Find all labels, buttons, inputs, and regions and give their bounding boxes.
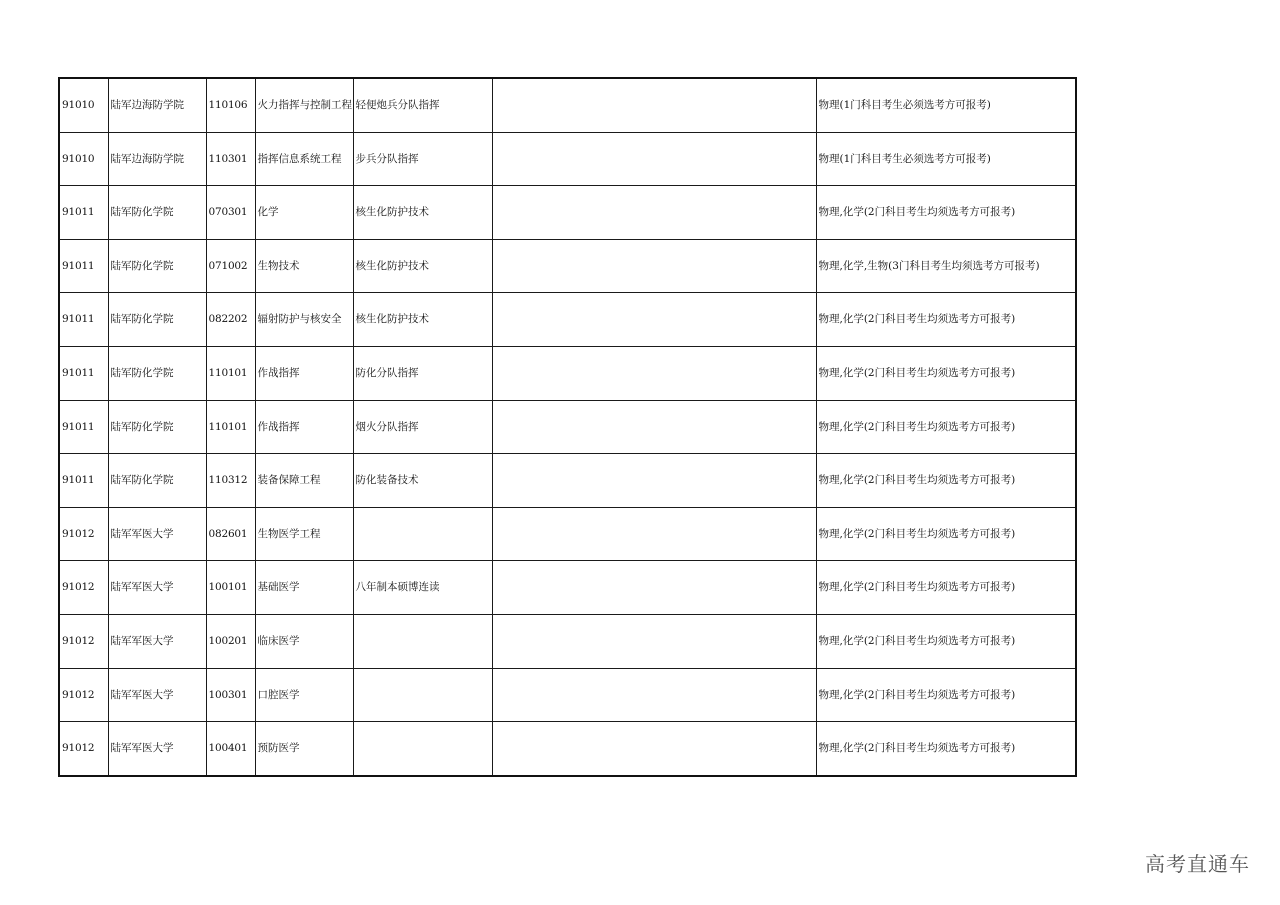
notes-cell — [492, 614, 816, 668]
direction-cell: 轻便炮兵分队指挥 — [353, 78, 492, 132]
major-code-cell: 070301 — [206, 186, 255, 240]
major-code-cell: 110301 — [206, 132, 255, 186]
table-row — [59, 346, 1076, 400]
direction-cell: 八年制本硕博连读 — [353, 561, 492, 615]
table-row — [59, 186, 1076, 240]
notes-cell — [492, 78, 816, 132]
subject-requirement-cell: 物理,化学(2门科目考生均须选考方可报考) — [816, 186, 1076, 240]
school-name-cell: 陆军防化学院 — [108, 454, 206, 508]
school-code-cell: 91011 — [59, 293, 108, 347]
notes-cell — [492, 293, 816, 347]
major-code-cell: 082601 — [206, 507, 255, 561]
direction-cell: 防化装备技术 — [353, 454, 492, 508]
school-code-cell: 91012 — [59, 614, 108, 668]
school-name-cell: 陆军军医大学 — [108, 507, 206, 561]
major-code-cell: 110106 — [206, 78, 255, 132]
subject-requirement-cell: 物理,化学(2门科目考生均须选考方可报考) — [816, 400, 1076, 454]
notes-cell — [492, 722, 816, 776]
major-code-cell: 110312 — [206, 454, 255, 508]
major-name-cell: 生物技术 — [255, 239, 353, 293]
major-name-cell: 临床医学 — [255, 614, 353, 668]
major-code-cell: 110101 — [206, 346, 255, 400]
major-name-cell: 化学 — [255, 186, 353, 240]
major-name-cell: 作战指挥 — [255, 400, 353, 454]
major-name-cell: 装备保障工程 — [255, 454, 353, 508]
subject-requirement-cell: 物理,化学(2门科目考生均须选考方可报考) — [816, 668, 1076, 722]
table-row — [59, 614, 1076, 668]
major-name-cell: 指挥信息系统工程 — [255, 132, 353, 186]
subject-requirement-cell: 物理(1门科目考生必须选考方可报考) — [816, 78, 1076, 132]
school-code-cell: 91012 — [59, 561, 108, 615]
school-name-cell: 陆军防化学院 — [108, 239, 206, 293]
table-row — [59, 239, 1076, 293]
direction-cell — [353, 614, 492, 668]
school-code-cell: 91012 — [59, 668, 108, 722]
school-name-cell: 陆军边海防学院 — [108, 78, 206, 132]
major-code-cell: 100201 — [206, 614, 255, 668]
major-name-cell: 火力指挥与控制工程 — [255, 78, 353, 132]
school-code-cell: 91011 — [59, 346, 108, 400]
school-code-cell: 91011 — [59, 239, 108, 293]
notes-cell — [492, 400, 816, 454]
school-code-cell: 91010 — [59, 132, 108, 186]
table-row — [59, 561, 1076, 615]
table-row — [59, 507, 1076, 561]
school-name-cell: 陆军防化学院 — [108, 186, 206, 240]
school-name-cell: 陆军军医大学 — [108, 614, 206, 668]
major-name-cell: 辐射防护与核安全 — [255, 293, 353, 347]
table-row — [59, 132, 1076, 186]
major-code-cell: 071002 — [206, 239, 255, 293]
major-name-cell: 预防医学 — [255, 722, 353, 776]
major-name-cell: 基础医学 — [255, 561, 353, 615]
major-code-cell: 100301 — [206, 668, 255, 722]
table-row — [59, 400, 1076, 454]
table-body — [59, 78, 1076, 776]
subject-requirement-cell: 物理,化学,生物(3门科目考生均须选考方可报考) — [816, 239, 1076, 293]
school-name-cell: 陆军防化学院 — [108, 346, 206, 400]
school-name-cell: 陆军防化学院 — [108, 400, 206, 454]
school-code-cell: 91011 — [59, 186, 108, 240]
notes-cell — [492, 186, 816, 240]
table-row — [59, 454, 1076, 508]
school-name-cell: 陆军边海防学院 — [108, 132, 206, 186]
notes-cell — [492, 239, 816, 293]
school-name-cell: 陆军军医大学 — [108, 668, 206, 722]
notes-cell — [492, 346, 816, 400]
major-name-cell: 生物医学工程 — [255, 507, 353, 561]
direction-cell — [353, 722, 492, 776]
notes-cell — [492, 132, 816, 186]
direction-cell: 核生化防护技术 — [353, 293, 492, 347]
direction-cell: 核生化防护技术 — [353, 239, 492, 293]
major-name-cell: 作战指挥 — [255, 346, 353, 400]
school-name-cell: 陆军防化学院 — [108, 293, 206, 347]
school-code-cell: 91011 — [59, 400, 108, 454]
table-row — [59, 293, 1076, 347]
direction-cell — [353, 668, 492, 722]
table-row — [59, 668, 1076, 722]
subject-requirement-cell: 物理,化学(2门科目考生均须选考方可报考) — [816, 614, 1076, 668]
school-code-cell: 91010 — [59, 78, 108, 132]
admissions-table — [58, 77, 1077, 777]
subject-requirement-cell: 物理,化学(2门科目考生均须选考方可报考) — [816, 507, 1076, 561]
direction-cell: 烟火分队指挥 — [353, 400, 492, 454]
subject-requirement-cell: 物理,化学(2门科目考生均须选考方可报考) — [816, 346, 1076, 400]
subject-requirement-cell: 物理(1门科目考生必须选考方可报考) — [816, 132, 1076, 186]
notes-cell — [492, 507, 816, 561]
school-name-cell: 陆军军医大学 — [108, 561, 206, 615]
major-name-cell: 口腔医学 — [255, 668, 353, 722]
subject-requirement-cell: 物理,化学(2门科目考生均须选考方可报考) — [816, 454, 1076, 508]
major-code-cell: 110101 — [206, 400, 255, 454]
school-code-cell: 91012 — [59, 722, 108, 776]
direction-cell: 步兵分队指挥 — [353, 132, 492, 186]
school-name-cell: 陆军军医大学 — [108, 722, 206, 776]
direction-cell: 防化分队指挥 — [353, 346, 492, 400]
notes-cell — [492, 561, 816, 615]
table-row — [59, 722, 1076, 776]
school-code-cell: 91011 — [59, 454, 108, 508]
direction-cell: 核生化防护技术 — [353, 186, 492, 240]
subject-requirement-cell: 物理,化学(2门科目考生均须选考方可报考) — [816, 722, 1076, 776]
major-code-cell: 100101 — [206, 561, 255, 615]
direction-cell — [353, 507, 492, 561]
school-code-cell: 91012 — [59, 507, 108, 561]
subject-requirement-cell: 物理,化学(2门科目考生均须选考方可报考) — [816, 561, 1076, 615]
subject-requirement-cell: 物理,化学(2门科目考生均须选考方可报考) — [816, 293, 1076, 347]
notes-cell — [492, 454, 816, 508]
table-row — [59, 78, 1076, 132]
watermark-text: 高考直通车 — [1145, 852, 1250, 876]
notes-cell — [492, 668, 816, 722]
major-code-cell: 100401 — [206, 722, 255, 776]
major-code-cell: 082202 — [206, 293, 255, 347]
